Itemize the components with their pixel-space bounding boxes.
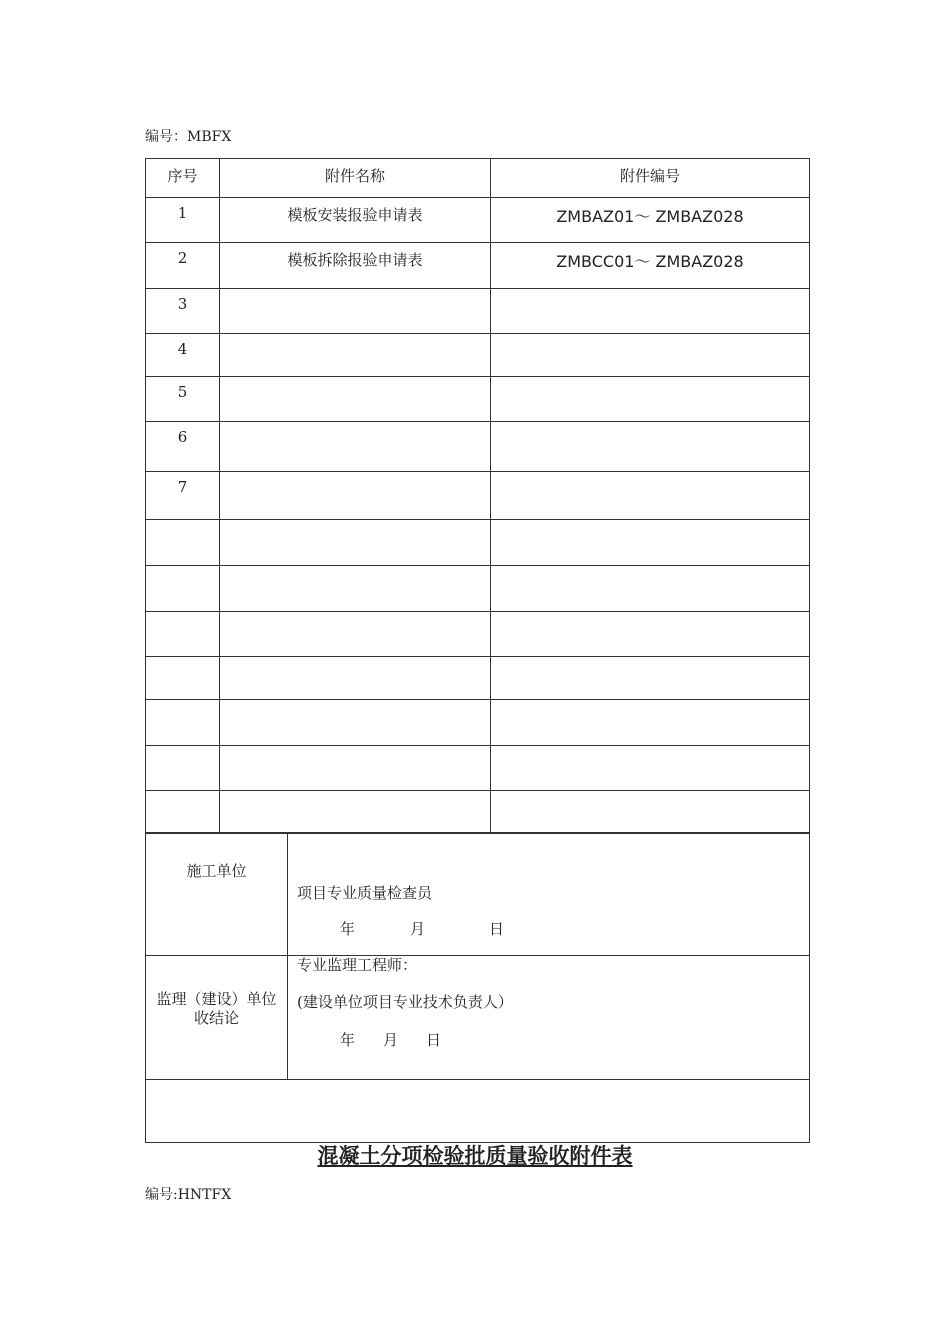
row-name (220, 566, 491, 612)
row-no (146, 612, 220, 657)
row-no: 7 (146, 472, 220, 520)
table-row (146, 472, 810, 520)
row-code (491, 472, 810, 520)
supervision-unit-label: 监理（建设）单位收结论 (156, 990, 277, 1027)
table-row (146, 612, 810, 657)
supervision-date-line (288, 1012, 809, 1050)
table-row (146, 243, 810, 289)
row-name (220, 700, 491, 746)
row-no: 4 (146, 334, 220, 377)
row-code (491, 566, 810, 612)
table-row (146, 566, 810, 612)
row-code (491, 377, 810, 422)
row-name (220, 472, 491, 520)
col-header-code: 附件编号 (491, 159, 810, 198)
construction-month-label: 月 (410, 920, 426, 938)
row-code (491, 422, 810, 472)
col-header-name: 附件名称 (220, 159, 491, 198)
row-no: 3 (146, 289, 220, 334)
row-no: 1 (146, 198, 220, 243)
table-row (146, 791, 810, 833)
row-no (146, 657, 220, 700)
row-name (220, 791, 491, 833)
supervision-year-label: 年 (340, 1031, 356, 1049)
supervision-unit-row (146, 956, 810, 1080)
row-name (220, 746, 491, 791)
supervising-engineer-label: 专业监理工程师： (297, 956, 418, 974)
table-row (146, 377, 810, 422)
row-code (491, 657, 810, 700)
row-code (491, 746, 810, 791)
row-no (146, 746, 220, 791)
table-row (146, 289, 810, 334)
attachment-table (145, 158, 810, 833)
col-header-no: 序号 (146, 159, 220, 198)
table-row (146, 746, 810, 791)
row-code: ZMBAZ01～ ZMBAZ028 (491, 198, 810, 243)
row-name: 模板拆除报验申请表 (220, 243, 491, 289)
row-name (220, 334, 491, 377)
supervision-day-label: 日 (426, 1031, 442, 1049)
row-no (146, 791, 220, 833)
row-name (220, 289, 491, 334)
construction-unit-row (146, 834, 810, 956)
construction-day-label: 日 (489, 920, 505, 938)
table-header-row (146, 159, 810, 198)
supervision-month-label: 月 (383, 1031, 399, 1049)
row-no (146, 566, 220, 612)
sign-off-table (145, 833, 810, 1143)
table-row (146, 334, 810, 377)
row-no (146, 520, 220, 566)
row-name (220, 520, 491, 566)
table-row (146, 520, 810, 566)
row-name (220, 657, 491, 700)
table-row (146, 198, 810, 243)
row-name (220, 612, 491, 657)
row-name (220, 422, 491, 472)
owner-representative-label: (建设单位项目专业技术负责人） (297, 993, 513, 1011)
row-no (146, 700, 220, 746)
quality-inspector-label: 项目专业质量检查员 (297, 884, 433, 902)
row-code (491, 612, 810, 657)
blank-row (146, 1080, 810, 1143)
table-row (146, 657, 810, 700)
row-no: 5 (146, 377, 220, 422)
table-row (146, 700, 810, 746)
construction-unit-label: 施工单位 (186, 862, 247, 880)
row-code (491, 289, 810, 334)
next-form-code: 编号:HNTFX (145, 1187, 232, 1203)
row-name (220, 377, 491, 422)
row-code (491, 520, 810, 566)
section-title: 混凝土分项检验批质量验收附件表 (317, 1143, 633, 1168)
row-code (491, 334, 810, 377)
form-code: 编号：MBFX (145, 129, 232, 145)
row-code (491, 791, 810, 833)
construction-date-line (288, 903, 809, 939)
row-code: ZMBCC01～ ZMBAZ028 (491, 243, 810, 289)
construction-year-label: 年 (340, 920, 356, 938)
row-code (491, 700, 810, 746)
row-no: 6 (146, 422, 220, 472)
table-row (146, 422, 810, 472)
row-name: 模板安装报验申请表 (220, 198, 491, 243)
row-no: 2 (146, 243, 220, 289)
